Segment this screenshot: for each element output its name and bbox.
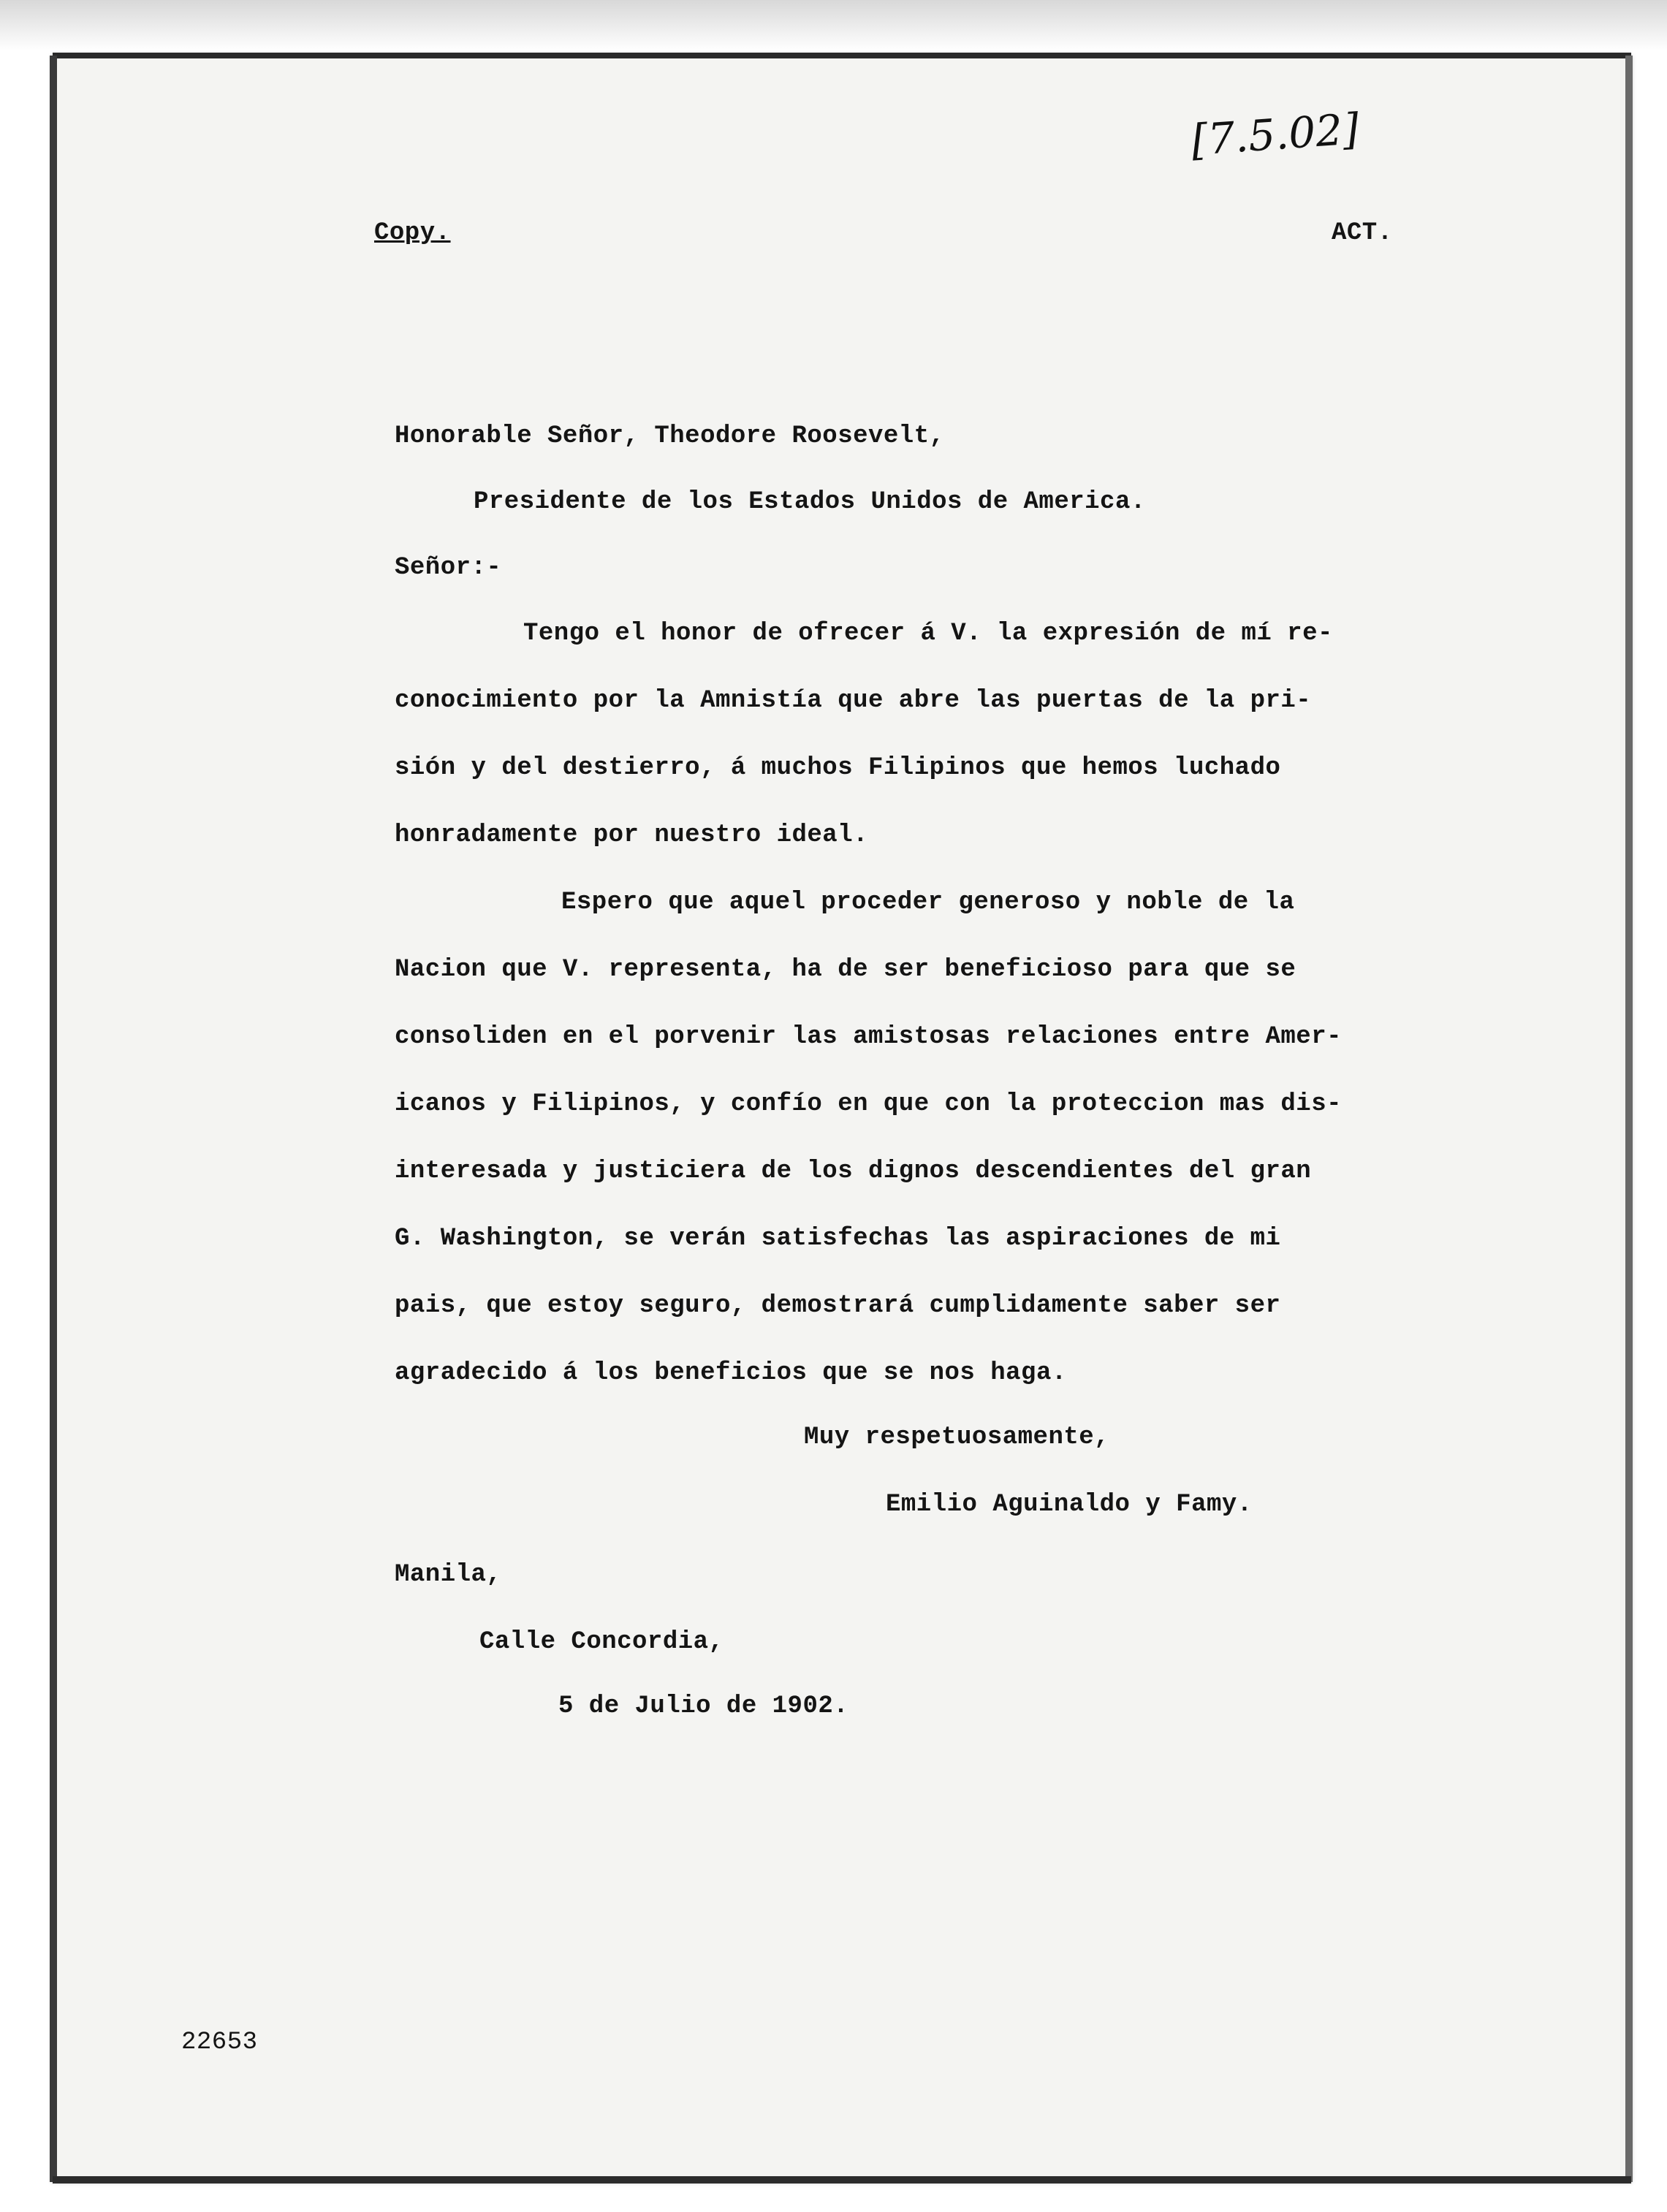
place-street: Calle Concordia, [479,1628,724,1656]
addressee-title: Presidente de los Estados Unidos de America. [474,488,1146,516]
document-number: 22653 [181,2029,258,2056]
copy-label: Copy. [374,219,451,247]
paragraph-2-line: interesada y justiciera de los dignos descendientes del gran [395,1158,1312,1185]
handwritten-date: [7.5.02] [1189,104,1361,165]
paper-edge-left [50,56,57,2182]
paragraph-2-line: G. Washington, se verán satisfechas las aspiraciones de mi [395,1225,1281,1253]
paragraph-2-line: icanos y Filipinos, y confío en que con la proteccion mas dis- [395,1090,1343,1118]
greeting: Señor:- [395,554,502,582]
paragraph-2-line: Nacion que V. representa, ha de ser beneficioso para que se [395,956,1296,984]
paragraph-2-line: Espero que aquel proceder generoso y noble de la [561,889,1295,916]
paragraph-1-line: conocimiento por la Amnistía que abre las puertas de la pri- [395,687,1312,715]
scan-background-shadow [0,0,1667,51]
valediction: Muy respetuosamente, [804,1424,1110,1451]
paragraph-2-line: consoliden en el porvenir las amistosas relaciones entre Amer- [395,1023,1343,1051]
paper-edge-top [53,53,1631,58]
paragraph-2-line: pais, que estoy seguro, demostrará cumplidamente saber ser [395,1292,1281,1320]
place-city: Manila, [395,1561,502,1589]
paragraph-2-line: agradecido á los beneficios que se nos haga. [395,1359,1067,1387]
paper-edge-bottom [53,2176,1631,2184]
paragraph-1-line: Tengo el honor de ofrecer á V. la expresión de mí re- [523,620,1333,647]
act-label: ACT. [1332,219,1393,247]
paper-edge-right [1625,56,1633,2182]
letter-date: 5 de Julio de 1902. [558,1692,849,1720]
addressee-line: Honorable Señor, Theodore Roosevelt, [395,422,945,450]
paper-sheet [53,56,1631,2182]
paragraph-1-line: sión y del destierro, á muchos Filipinos que hemos luchado [395,754,1281,782]
signature-name: Emilio Aguinaldo y Famy. [886,1491,1253,1519]
paragraph-1-line: honradamente por nuestro ideal. [395,821,869,849]
